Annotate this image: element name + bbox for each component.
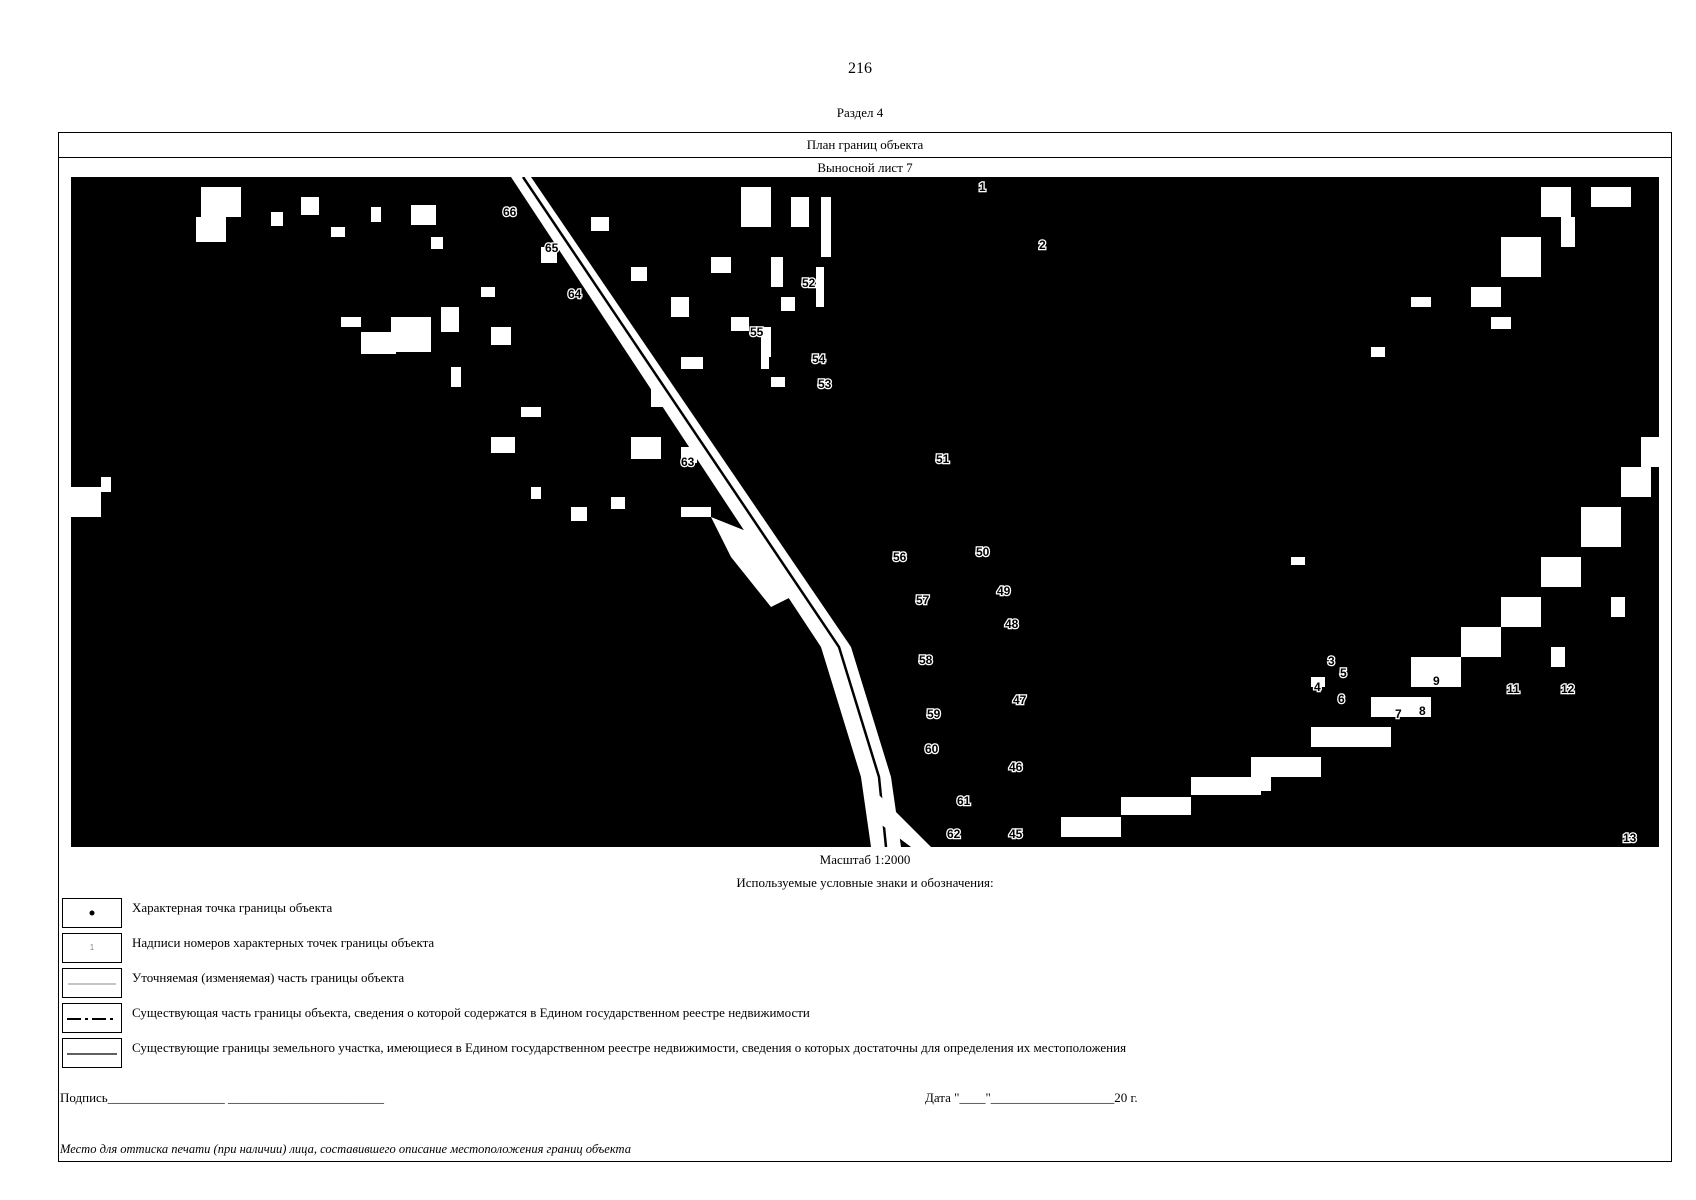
legend-item-land-boundary: Существующие границы земельного участка, имеющиеся в Едином государственном реестре недвижимости, сведения о которых достаточны для определения их местоположения bbox=[132, 1040, 1127, 1055]
point-label: 58 bbox=[919, 653, 933, 667]
label-sample-icon: 1 bbox=[89, 943, 95, 952]
signature-line: Подпись__________________ ________________________ bbox=[60, 1090, 384, 1105]
point-label: 6 bbox=[1338, 692, 1345, 706]
point-label: 48 bbox=[1005, 617, 1019, 631]
point-label: 51 bbox=[936, 452, 950, 466]
point-label: 5 bbox=[1340, 666, 1347, 680]
legend-symbol-land-boundary bbox=[62, 1038, 122, 1068]
point-label: 65 bbox=[545, 241, 559, 255]
point-label: 55 bbox=[750, 325, 764, 339]
point-label: 52 bbox=[802, 276, 816, 290]
point-label: 66 bbox=[503, 205, 517, 219]
legend-symbol-label bbox=[62, 933, 122, 963]
map-scale: Масштаб 1:2000 bbox=[819, 852, 911, 867]
point-label: 62 bbox=[947, 827, 961, 841]
point-label: 4 bbox=[1314, 680, 1321, 694]
legend-item-refined: Уточняемая (изменяемая) часть границы объекта bbox=[132, 970, 405, 985]
point-label: 46 bbox=[1009, 760, 1023, 774]
map-canvas bbox=[71, 177, 1659, 847]
point-label: 60 bbox=[925, 742, 939, 756]
legend-item-existing-part: Существующая часть границы объекта, сведения о которой содержатся в Едином государственном реестре недвижимости bbox=[132, 1005, 810, 1020]
point-label: 11 bbox=[1507, 682, 1520, 696]
plan-title: План границ объекта bbox=[806, 137, 924, 152]
point-label: 12 bbox=[1561, 682, 1575, 696]
point-label: 47 bbox=[1013, 693, 1027, 707]
point-label: 45 bbox=[1009, 827, 1023, 841]
point-label: 57 bbox=[916, 593, 930, 607]
point-label: 50 bbox=[976, 545, 990, 559]
point-label: 9 bbox=[1433, 674, 1440, 688]
solid-line-icon bbox=[63, 1039, 121, 1067]
point-label: 13 bbox=[1623, 831, 1637, 845]
date-line: Дата "____"___________________20 г. bbox=[925, 1090, 1138, 1105]
sheet-subtitle: Выносной лист 7 bbox=[817, 160, 913, 175]
legend-title: Используемые условные знаки и обозначения: bbox=[736, 875, 994, 890]
point-label: 1 bbox=[979, 180, 986, 194]
header-divider bbox=[58, 157, 1672, 158]
point-label: 2 bbox=[1039, 238, 1046, 252]
satellite-map bbox=[71, 177, 1659, 847]
legend-symbol-refined bbox=[62, 968, 122, 998]
legend-symbol-point bbox=[62, 898, 122, 928]
point-label: 61 bbox=[957, 794, 971, 808]
point-label: 3 bbox=[1328, 654, 1335, 668]
point-label: 53 bbox=[818, 377, 832, 391]
section-label: Раздел 4 bbox=[836, 105, 884, 120]
point-label: 56 bbox=[893, 550, 907, 564]
point-label: 8 bbox=[1419, 704, 1426, 718]
point-label: 7 bbox=[1395, 707, 1402, 721]
point-label: 64 bbox=[568, 287, 582, 301]
stamp-note: Место для оттиска печати (при наличии) лица, составившего описание местоположения границ объекта bbox=[60, 1142, 631, 1156]
page-number: 216 bbox=[848, 60, 872, 77]
point-label: 49 bbox=[997, 584, 1011, 598]
legend-item-point: Характерная точка границы объекта bbox=[132, 900, 333, 915]
dash-dot-line-icon bbox=[63, 1004, 121, 1032]
point-label: 54 bbox=[812, 352, 826, 366]
legend-symbol-existing-part bbox=[62, 1003, 122, 1033]
legend-item-label: Надписи номеров характерных точек границы объекта bbox=[132, 935, 435, 950]
point-icon bbox=[63, 899, 121, 927]
point-label: 59 bbox=[927, 707, 941, 721]
point-label: 63 bbox=[681, 455, 695, 469]
thin-line-icon bbox=[63, 969, 121, 997]
